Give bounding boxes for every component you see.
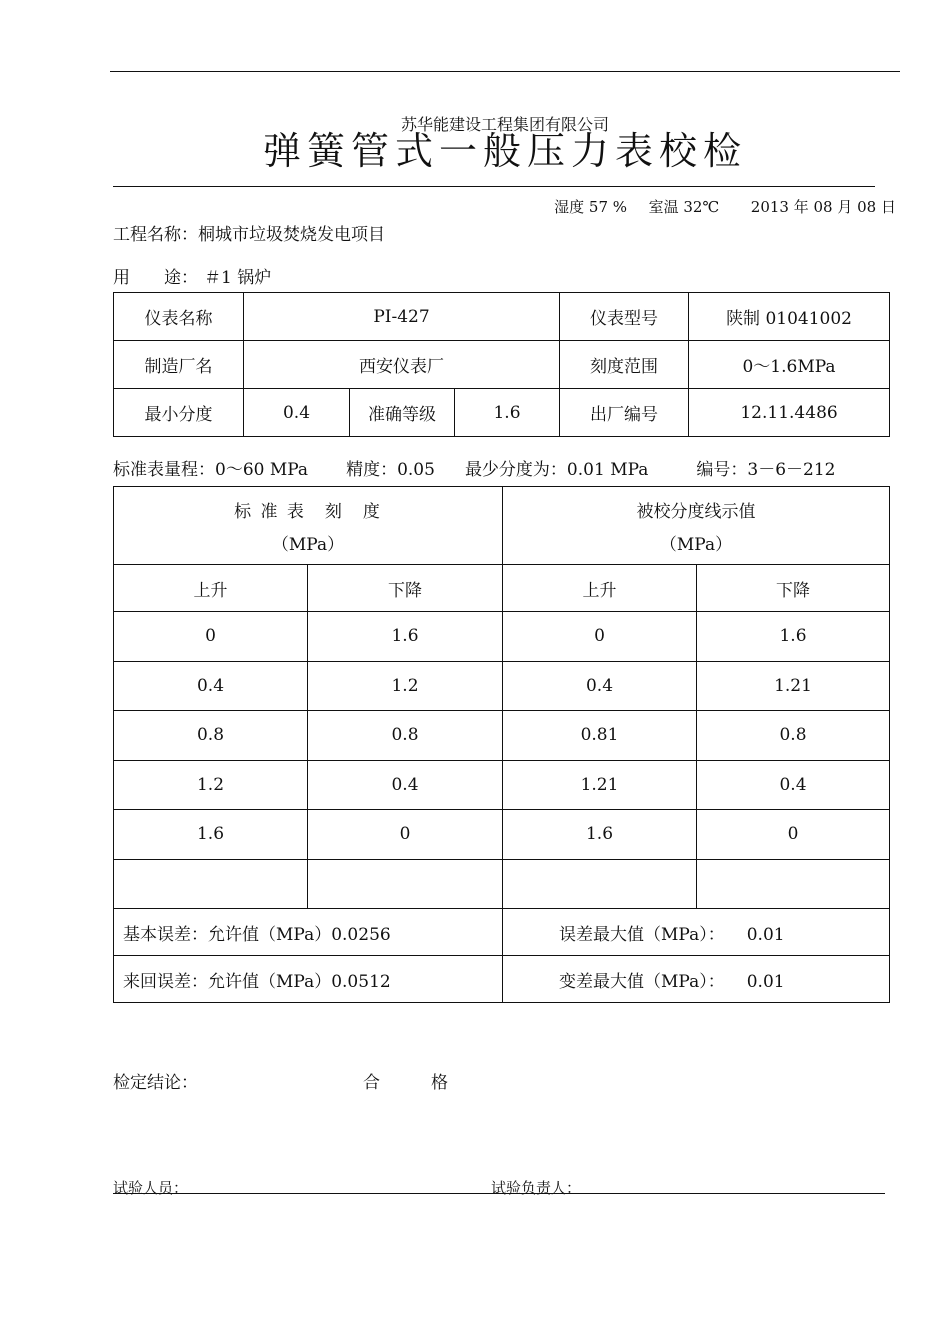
table-row: [114, 661, 890, 711]
max-error-value: 0.01: [746, 924, 785, 945]
project-label: 工程名称：: [113, 225, 198, 245]
unit-label: （MPa）: [659, 534, 733, 555]
table-cell: [697, 859, 890, 909]
table-cell: 0.81: [503, 711, 697, 761]
maker-value: 西安仪表厂: [244, 341, 560, 389]
test-date: 2013 年 08 月 08 日: [750, 198, 896, 216]
table-row: [114, 293, 890, 341]
table-cell: 0.8: [308, 711, 503, 761]
standard-precision: 精度：0.05: [346, 460, 435, 480]
standard-min-division: 最少分度为：0.01 MPa: [464, 460, 649, 480]
accuracy-label: 准确等级: [350, 389, 455, 437]
instrument-name-label: 仪表名称: [114, 293, 244, 341]
table-cell: 0.4: [308, 760, 503, 810]
table-row: [114, 341, 890, 389]
table-cell: 0.8: [114, 711, 308, 761]
humidity: 湿度 57 %: [554, 198, 628, 216]
max-error-label: 误差最大值（MPa）：: [559, 924, 725, 945]
table-cell: 1.6: [114, 810, 308, 860]
std-down-header: 下降: [308, 565, 503, 612]
use-label: 用 途：: [113, 268, 198, 288]
table-row: [114, 810, 890, 860]
max-error-cell: [503, 909, 890, 956]
table-cell: 0.4: [503, 661, 697, 711]
table-cell: 0.4: [114, 661, 308, 711]
instrument-model-label: 仪表型号: [560, 293, 689, 341]
range-label: 刻度范围: [560, 341, 689, 389]
table-subheader-row: [114, 565, 890, 612]
max-variation-label: 变差最大值（MPa）：: [559, 971, 725, 992]
instrument-model-value: 陕制 01041002: [689, 293, 890, 341]
maker-label: 制造厂名: [114, 341, 244, 389]
use-field: [113, 263, 271, 288]
table-cell: [503, 859, 697, 909]
range-value: 0～1.6MPa: [689, 341, 890, 389]
table-cell: 1.21: [503, 760, 697, 810]
conclusion-value: 合 格: [363, 1073, 448, 1093]
return-error-row: [114, 956, 890, 1003]
table-cell: 1.6: [503, 810, 697, 860]
table-cell: 1.2: [308, 661, 503, 711]
standard-scale-title: 标 准 表 刻 度: [234, 501, 382, 522]
table-row: [114, 389, 890, 437]
table-row: [114, 612, 890, 662]
project-field: [113, 220, 385, 245]
tested-reading-title: 被校分度线示值: [636, 501, 756, 522]
max-variation-cell: [503, 956, 890, 1003]
project-value: 桐城市垃圾焚烧发电项目: [198, 225, 385, 245]
basic-error-row: [114, 909, 890, 956]
table-cell: 0.4: [697, 760, 890, 810]
tested-reading-header: [503, 487, 890, 565]
page-title: 弹簧管式一般压力表校检: [262, 129, 747, 173]
table-cell: [308, 859, 503, 909]
table-cell: 1.6: [697, 612, 890, 662]
serial-label: 出厂编号: [560, 389, 689, 437]
tested-down-header: 下降: [697, 565, 890, 612]
standard-range: 标准表量程：0～60 MPa: [113, 460, 309, 480]
unit-label: （MPa）: [271, 534, 345, 555]
table-cell: 0.8: [697, 711, 890, 761]
table-cell: 1.6: [308, 612, 503, 662]
return-error-allowed: 来回误差：允许值（MPa）0.0512: [114, 956, 503, 1003]
use-value: ＃1 锅炉: [204, 268, 272, 288]
standard-gauge-info: [113, 455, 836, 480]
std-up-header: 上升: [114, 565, 308, 612]
supervisor-label: 试验负责人：: [491, 1179, 582, 1197]
title-rule: [113, 186, 875, 187]
table-cell: 1.21: [697, 661, 890, 711]
temperature: 室温 32℃: [648, 198, 720, 216]
max-variation-value: 0.01: [746, 971, 785, 992]
table-cell: 0: [697, 810, 890, 860]
min-division-label: 最小分度: [114, 389, 244, 437]
table-cell: 1.2: [114, 760, 308, 810]
standard-code: 编号：3－6－212: [696, 460, 836, 480]
serial-value: 12.11.4486: [689, 389, 890, 437]
signature-line: [113, 1193, 885, 1194]
table-header-row: [114, 487, 890, 565]
table-cell: [114, 859, 308, 909]
table-cell: 0: [308, 810, 503, 860]
tester-label: 试验人员：: [113, 1179, 189, 1197]
table-row: [114, 711, 890, 761]
table-cell: 0: [114, 612, 308, 662]
tested-up-header: 上升: [503, 565, 697, 612]
table-cell: 0: [503, 612, 697, 662]
instrument-info-table: [113, 292, 890, 437]
standard-scale-header: [114, 487, 503, 565]
accuracy-value: 1.6: [455, 389, 560, 437]
top-rule: [110, 71, 900, 72]
instrument-name-value: PI-427: [244, 293, 560, 341]
basic-error-allowed: 基本误差：允许值（MPa）0.0256: [114, 909, 503, 956]
environment-line: [554, 196, 896, 217]
readings-table: [113, 486, 890, 1003]
company-name: 苏华能建设工程集团有限公司: [400, 115, 609, 134]
table-row-empty: [114, 859, 890, 909]
conclusion-label: 检定结论：: [113, 1073, 198, 1093]
min-division-value: 0.4: [244, 389, 350, 437]
table-row: [114, 760, 890, 810]
